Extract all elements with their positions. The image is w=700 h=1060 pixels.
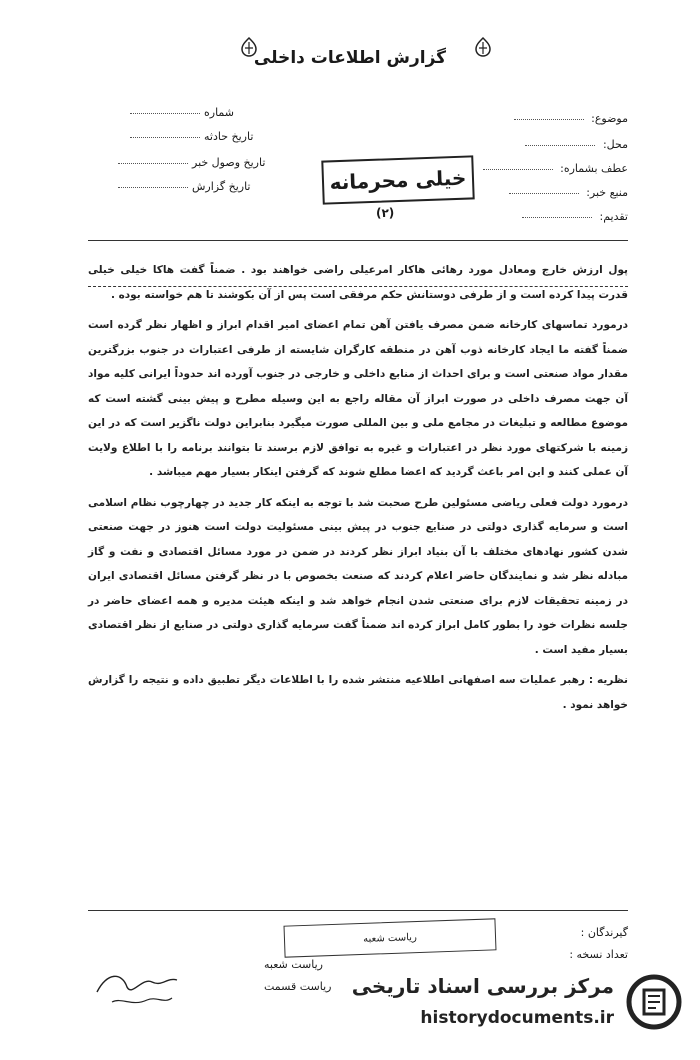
- body-paragraph: درمورد دولت فعلی ریاضی مسئولین طرح صحبت شد با توجه به اینکه کار جدید در چهارچوب نظام اسلامی است و سرمایه گذاری دولتی در صنایع جنوب در پیش بینی مسئولیت دولت است هنوز در جهت صنعتی شدن کشور نهادهای مختلف با آن بنیاد ابراز نظر کردند در ضمن در مورد مسائل اقتصادی و نفت و گاز مبادله نظر شد و نمایندگان حاضر اعلام کردند که صنعت بخصوص با در نظر گرفتن مسائل اقتصادی ایران در زمینه تحقیقات لازم برای صنعتی شدن انجام خواهد شد و اینکه هیئت مدیره و همه اعضای حاضر در جلسه نظرات خود را بطور کامل ابراز کرده اند ضمناً گفت سرمایه گذاری دولتی در صنایع از نظر اقتصادی بسیار مفید است .: [88, 496, 628, 656]
- field-location: محل:: [525, 138, 628, 151]
- field-label: عطف بشماره: [563, 162, 628, 175]
- field-label: تقدیم: [603, 210, 628, 223]
- document-title: گزارش اطلاعات داخلی: [253, 48, 447, 68]
- watermark-org-name: مرکز بررسی اسناد تاریخی: [351, 974, 614, 998]
- report-body: [88, 258, 628, 717]
- office-stamp: ریاست شعبه: [284, 918, 497, 957]
- field-label: موضوع: [594, 112, 628, 125]
- field-label: محل: [606, 138, 628, 151]
- field-label: تاریخ گزارش: [192, 180, 251, 193]
- field-source: منبع خبر:: [509, 186, 628, 199]
- signature-line: ریاست شعبه: [264, 958, 323, 971]
- field-label: تاریخ وصول خبر: [192, 156, 266, 169]
- field-reference: عطف بشماره:: [483, 162, 628, 175]
- watermark-site: historydocuments.ir: [420, 1008, 614, 1028]
- field-incident-date: [130, 130, 253, 143]
- watermark: [351, 964, 690, 1042]
- body-paragraph: درمورد تماسهای کارخانه ضمن مصرف یافتن آهن تمام اعضای امیر اقدام ابراز و اظهار نظر گرده است ضمناً گفته ما ایجاد کارخانه ذوب آهن در منطقه کارگران شایسته از طرفی اعتبارات در جنوب بزرگترین مقدار مواد صنعتی است و برای احداث از منابع داخلی و خارجی در جنوب آورده اند حدوداً ایرانی کلیه مواد آن جهت مصرف داخلی در صورت ابراز آن مقاله راجع به این وسیله مطرح و پیش بینی گشته است که موضوع مطالعه و تبلیغات در مجامع ملی و بین المللی صورت میگیرد بنابراین دولت ناگزیر است که در این زمینه با شرکتهای مورد نظر در اعتبارات و غیره به توافق لازم برسند تا بتوانند برنامه را با اطلاع ولایت آن عملی کنند و این امر باعث گردید که اعضا مطلع شوند که گرفتن اینکار بسیار مهم میباشد .: [88, 319, 628, 478]
- body-paragraph: نظریه : رهبر عملیات سه اصفهانی اطلاعیه منتشر شده را با اطلاعات دیگر تطبیق داده و نتیجه را گزارش خواهد نمود .: [88, 674, 628, 711]
- archive-logo-icon: [626, 974, 682, 1030]
- recipients-label: گیرندگان :: [580, 926, 628, 939]
- copies-label: تعداد نسخه :: [569, 948, 628, 961]
- field-submitted-to: تقدیم:: [522, 210, 628, 223]
- field-report-date: [118, 180, 251, 193]
- classification-stamp: خیلی محرمانه: [321, 155, 474, 204]
- page-number: (۲): [376, 206, 395, 220]
- field-receipt-date: [118, 156, 265, 169]
- field-label: تاریخ حادثه: [204, 130, 254, 143]
- divider: [88, 240, 628, 241]
- body-paragraph: پول ارزش خارج ومعادل مورد رهائی هاکار امرعیلی راضی خواهند بود . ضمناً گفت هاکا خیلی خیلی قدرت پیدا کرده است و از طرفی دوستانش حکم مرفقی است پس از آن بکوشند تا هم خواسته بوده .: [88, 264, 628, 301]
- handwritten-signature: [92, 962, 182, 1012]
- field-label: منبع خبر: [589, 186, 628, 199]
- field-number: [130, 106, 234, 119]
- divider: [88, 910, 628, 911]
- signature-line: ریاست قسمت: [264, 980, 332, 993]
- field-label: شماره: [204, 106, 235, 119]
- field-subject: موضوع:: [514, 112, 628, 125]
